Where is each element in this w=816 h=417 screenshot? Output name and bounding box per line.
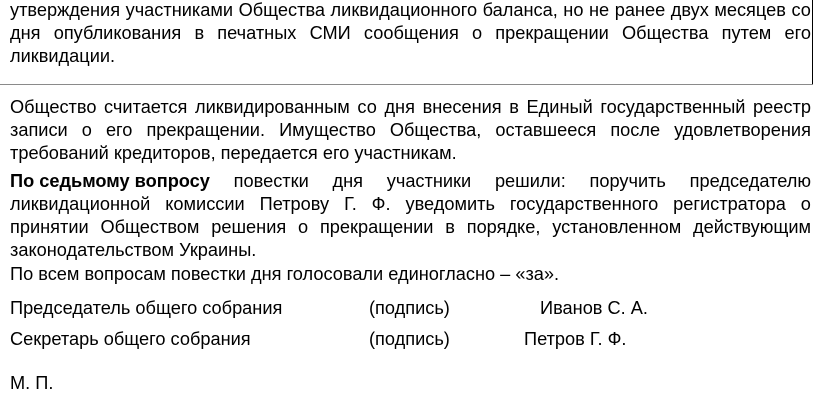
word: Общества, [389,120,482,140]
paragraph-line [10,193,811,216]
word: ликвидационной [10,194,151,214]
word: решения [211,217,287,237]
word: записи [10,120,68,140]
word: его [105,120,133,140]
word: действующим [693,217,811,237]
word: ликвидированным [195,97,350,117]
word: о [471,23,483,43]
word: Обществом [100,217,200,237]
page-edge-rule [812,0,813,84]
word: его [784,23,811,43]
seventh-question-lead: По седьмому вопросу [10,171,210,191]
word: Единый [526,97,593,117]
word: дня [332,171,363,191]
word: о [81,120,92,140]
word: ранее [614,0,666,20]
paragraph-line [10,22,811,45]
word: Г. [344,194,357,214]
unanimous-vote-text: По всем вопросам повестки дня голосовали единогласно – «за». [10,264,560,284]
paragraph-line [10,170,811,193]
word: в [445,217,455,237]
secretary-role: Секретарь общего собрания [10,329,251,349]
paragraph-unanimous-vote [10,263,811,286]
paragraph-line: законодательством Украины. [10,240,257,260]
word: внесения [422,97,502,117]
secretary-sign: (подпись) [369,329,450,349]
paragraph-line [10,119,811,142]
word: решили: [494,171,566,191]
word: дня [384,97,415,117]
word: опубликования [53,23,182,43]
word: ликвидационного [330,0,478,20]
chairman-name: Иванов С. А. [540,298,648,318]
chairman-role: Председатель общего собрания [10,298,283,318]
secretary-name: Петров Г. Ф. [524,329,627,349]
paragraph-line [10,216,811,239]
word: оставшееся [495,120,597,140]
word: путем [721,23,772,43]
stamp-place: М. П. [10,373,54,393]
word: баланса, [482,0,558,20]
word: реестр [753,97,811,117]
word: участники [386,171,472,191]
stamp-place-row [10,372,810,395]
word: принятии [10,217,89,237]
word: в [194,23,205,43]
word: прекращении. [146,120,266,140]
word: месяцев [714,0,786,20]
word: установленном [552,217,682,237]
word: председателю [689,171,811,191]
word: Общества [622,23,709,43]
paragraph-line [10,96,811,119]
word: Общество [10,97,97,117]
word: уведомить [405,194,495,214]
signature-row-chairman [10,297,810,320]
word: не [589,0,610,20]
paragraph-line: ликвидации. [10,46,116,66]
word: СМИ [309,23,351,43]
word: после [610,120,661,140]
word: Имущество [279,120,376,140]
word: считается [104,97,188,117]
paragraph-line: требований кредиторов, передается его участникам. [10,143,457,163]
paragraph-liquidation-balance [10,0,811,68]
word: утверждения [10,0,121,20]
word: прекращении [495,23,609,43]
word: печатных [217,23,297,43]
word: со [357,97,377,117]
paragraph-liquidated-status [10,96,811,165]
word: государственного [509,194,659,214]
word: комиссии [165,194,245,214]
word: повестки [233,171,309,191]
paragraph-seventh-question [10,170,811,262]
signature-row-secretary [10,328,810,351]
word: о [800,194,811,214]
word: Петрову [259,194,330,214]
word: но [563,0,584,20]
word: прекращении [319,217,434,237]
word: со [791,0,811,20]
word: регистратора [673,194,786,214]
word: о [298,217,309,237]
word: сообщения [363,23,459,43]
word: государственный [600,97,746,117]
word: дня [10,23,41,43]
word: удовлетворения [674,120,811,140]
word: участниками [125,0,234,20]
page-break-rule [0,84,813,85]
word: Общества [238,0,326,20]
chairman-sign: (подпись) [369,298,450,318]
word: Ф. [371,194,391,214]
word: порядке, [466,217,541,237]
word: поручить [589,171,666,191]
paragraph-line [10,0,811,22]
word: двух [670,0,709,20]
word: в [509,97,519,117]
